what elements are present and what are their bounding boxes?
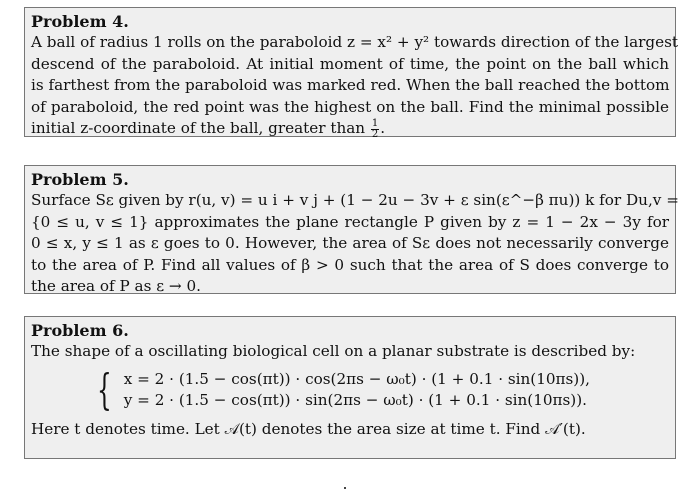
problem-4-line-2: descend of the paraboloid. At initial moment of time, the point on the ball which [31,54,669,73]
problem-4-line-3: is farthest from the paraboloid was marked red. When the ball reached the bottom [31,76,670,94]
equation-x: x = 2 · (1.5 − cos(πt)) · cos(2πs − ω₀t) · (1 + 0.1 · sin(10πs)), [123,369,590,388]
problem-4-title: Problem 4. [31,12,129,31]
problem-5-line-1: Surface Sε given by r(u, v) = u i + v j + (1 − 2u − 3v + ε sin(ε^−β πu)) k for Du,v = [31,191,679,209]
problem-6-title: Problem 6. [31,321,129,340]
problem-6-outro: Here t denotes time. Let 𝒜(t) denotes the area size at time t. Find 𝒜′(t). [31,419,586,438]
problem-4-line-4: of paraboloid, the red point was the highest on the ball. Find the minimal possible [31,97,669,116]
problem-4-line-5 [31,118,669,140]
stray-dot [344,487,346,489]
one-half-fraction [371,119,379,140]
problem-4-box [24,7,678,140]
problem-5-line-5: the area of P as ε → 0. [31,277,201,295]
problem-4-line-5-end: . [380,119,386,137]
problem-5-box [24,165,679,295]
problem-5-line-3: 0 ≤ x, y ≤ 1 as ε goes to 0. However, the area of Sε does not necessarily converge [31,234,669,252]
problem-5-line-4: to the area of P. Find all values of β > 0 such that the area of S does converge to [31,255,669,274]
problem-5-title: Problem 5. [31,170,129,189]
equation-y: y = 2 · (1.5 − cos(πt)) · sin(2πs − ω₀t) · (1 + 0.1 · sin(10πs)). [123,390,587,409]
fraction-numerator: 1 [371,117,379,129]
parametric-equation-system [91,364,669,414]
problem-6-intro: The shape of a oscillating biological cell on a planar substrate is described by: [31,342,636,360]
left-brace-icon: { [97,364,112,414]
fraction-denominator: 2 [371,128,379,140]
problem-5-line-2: {0 ≤ u, v ≤ 1} approximates the plane rectangle P given by z = 1 − 2x − 3y for [31,212,669,231]
problem-6-box [24,316,676,459]
problem-4-line-1: A ball of radius 1 rolls on the paraboloid z = x² + y² towards direction of the largest [31,33,678,51]
problem-4-line-5-text: initial z-coordinate of the ball, greater than [31,119,370,137]
equation-lines [124,369,590,411]
